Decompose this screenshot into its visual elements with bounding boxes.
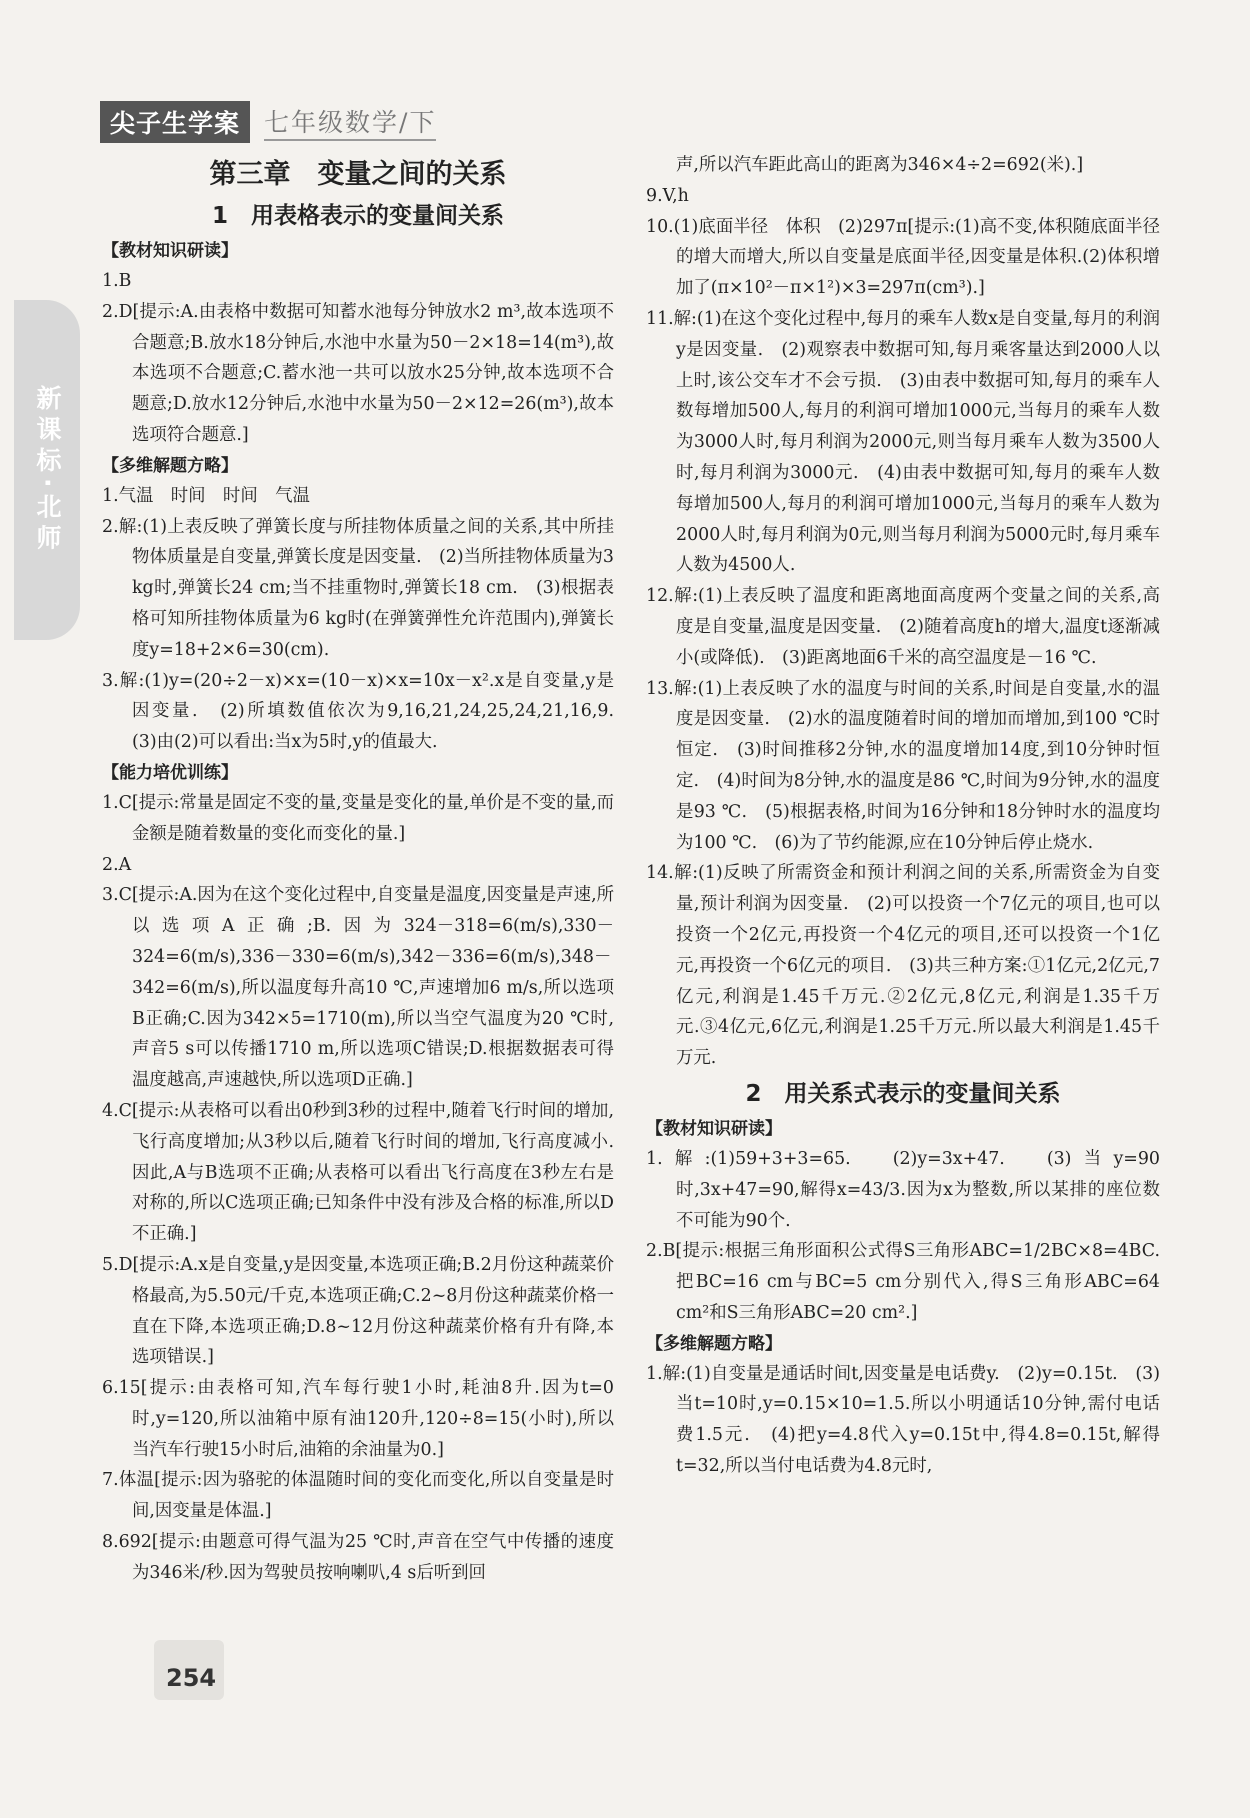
page-number: 254 <box>166 1664 217 1692</box>
answer-item: 13.解:(1)上表反映了水的温度与时间的关系,时间是自变量,水的温度是因变量. (2)水的温度随着时间的增加而增加,到100 ℃时恒定. (3)时间推移2分钟,水的温度增加14度,到10分钟时恒定. (4)时间为8分钟,水的温度是86 ℃,时间为9分钟,水的温度是93 ℃. (5)根据表格,时间为16分钟和18分钟时水的温度均为100 ℃. (6)为了节约能源,应在10分钟后停止烧水. <box>646 678 1160 853</box>
answer-item: 2.解:(1)上表反映了弹簧长度与所挂物体质量之间的关系,其中所挂物体质量是自变量,弹簧长度是因变量. (2)当所挂物体质量为3 kg时,弹簧长24 cm;当不挂重物时,弹簧长18 cm. (3)根据表格可知所挂物体质量为6 kg时(在弹簧弹性允许范围内),弹簧长度y=18+2×6=30(cm). <box>102 516 614 660</box>
answer-item: 8.692[提示:由题意可得气温为25 ℃时,声音在空气中传播的速度为346米/秒.因为驾驶员按响喇叭,4 s后听到回 <box>102 1532 614 1583</box>
answer-item: 12.解:(1)上表反映了温度和距离地面高度两个变量之间的关系,高度是自变量,温度是因变量. (2)随着高度h的增大,温度t逐渐减小(或降低). (3)距离地面6千米的高空温度是－16 ℃. <box>646 586 1160 668</box>
answer-item: 3.解:(1)y=(20÷2－x)×x=(10－x)×x=10x－x².x是自变量,y是因变量. (2)所填数值依次为9,16,21,24,25,24,21,16,9. (3)由(2)可以看出:当x为5时,y的值最大. <box>102 670 632 753</box>
section-heading: 【教材知识研读】 <box>646 1118 782 1139</box>
answer-item: 6.15[提示:由表格可知,汽车每行驶1小时,耗油8升.因为t=0时,y=120,所以油箱中原有油120升,120÷8=15(小时),所以当汽车行驶15小时后,油箱的余油量为0.] <box>102 1378 614 1460</box>
answer-item: 2.A <box>102 854 132 875</box>
section-heading: 【教材知识研读】 <box>102 241 238 261</box>
section-heading: 【多维解题方略】 <box>646 1333 782 1354</box>
answer-item: 4.C[提示:从表格可以看出0秒到3秒的过程中,随着飞行时间的增加,飞行高度增加;从3秒以后,随着飞行时间的增加,飞行高度减小.因此,A与B选项不正确;从表格可以看出飞行高度在3秒左右是对称的,所以C选项正确;已知条件中没有涉及合格的标准,所以D不正确.] <box>102 1100 614 1245</box>
side-tab-label: 新课标·北师 <box>33 384 62 556</box>
answer-item-continued: 声,所以汽车距此高山的距离为346×4÷2=692(米).] <box>676 155 1084 175</box>
answer-item: 1.气温 时间 时间 气温 <box>102 485 310 506</box>
answer-item: 11.解:(1)在这个变化过程中,每月的乘车人数x是自变量,每月的利润y是因变量. (2)观察表中数据可知,每月乘客量达到2000人以上时,该公交车才不会亏损. (3)由表中数据可知,每月的乘车人数每增加500人,每月的利润可增加1000元,当每月的乘车人数为3000人时,每月利润为2000元,则当每月乘车人数为3500人时,每月利润为3000元. (4)由表中数据可知,每月的乘车人数每增加500人,每月的利润可增加1000元,当每月的乘车人数为2000人时,每月利润为0元,则当每月利润为5000元时,每月乘车人数为4500人. <box>646 308 1160 576</box>
section-title: 1 用表格表示的变量间关系 <box>211 203 504 229</box>
answer-item: 5.D[提示:A.x是自变量,y是因变量,本选项正确;B.2月份这种蔬菜价格最高,为5.50元/千克,本选项正确;C.2~8月份这种蔬菜价格一直在下降,本选项正确;D.8~12月份这种蔬菜价格有升有降,本选项错误.] <box>102 1254 614 1368</box>
brand-logo: 尖子生学案 <box>100 101 250 143</box>
section-heading: 【多维解题方略】 <box>102 455 238 476</box>
answer-item: 1.解:(1)自变量是通话时间t,因变量是电话费y. (2)y=0.15t. (3)当t=10时,y=0.15×10=1.5.所以小明通话10分钟,需付电话费1.5元. (4)把y=4.8代入y=0.15t中,得4.8=0.15t,解得t=32,所以当付电话费为4.8元时, <box>646 1363 1160 1477</box>
book-subtitle: 七年级数学/下 <box>264 103 436 141</box>
left-column <box>102 150 632 1589</box>
section-heading: 【能力培优训练】 <box>102 762 238 783</box>
answer-item: 3.C[提示:A.因为在这个变化过程中,自变量是温度,因变量是声速,所以选项A正确;B.因为324－318=6(m/s),330－324=6(m/s),336－330=6(m/s),342－336=6(m/s),348－342=6(m/s),所以温度每升高10 ℃,声速增加6 m/s,所以选项B正确;C.因为342×5=1710(m),所以当空气温度为20 ℃时,声音5 s可以传播1710 m,所以选项C错误;D.根据数据表可得温度越高,声速越快,所以选项D正确.] <box>102 885 614 1091</box>
answer-item: 2.B[提示:根据三角形面积公式得S三角形ABC=1/2BC×8=4BC.把BC=16 cm与BC=5 cm分别代入,得S三角形ABC=64 cm²和S三角形ABC=20 cm².] <box>646 1241 1160 1323</box>
right-column <box>646 150 1160 1482</box>
answer-item: 14.解:(1)反映了所需资金和预计利润之间的关系,所需资金为自变量,预计利润为因变量. (2)可以投资一个7亿元的项目,也可以投资一个2亿元,再投资一个4亿元的项目,还可以投资一个1亿元,再投资一个6亿元的项目. (3)共三种方案:①1亿元,2亿元,7亿元,利润是1.45千万元.②2亿元,8亿元,利润是1.35千万元.③4亿元,6亿元,利润是1.25千万元.所以最大利润是1.45千万元. <box>646 863 1160 1069</box>
answer-item: 7.体温[提示:因为骆驼的体温随时间的变化而变化,所以自变量是时间,因变量是体温.] <box>102 1470 614 1522</box>
answer-item: 9.V,h <box>646 185 689 206</box>
chapter-title: 第三章 变量之间的关系 <box>209 159 507 190</box>
answer-item: 1.解:(1)59+3+3=65. (2)y=3x+47. (3)当y=90时,3x+47=90,解得x=43/3.因为x为整数,所以某排的座位数不可能为90个. <box>646 1148 1160 1231</box>
answer-item: 1.B <box>102 271 132 291</box>
book-header <box>100 102 436 142</box>
answer-item: 1.C[提示:常量是固定不变的量,变量是变化的量,单价是不变的量,而金额是随着数量的变化而变化的量.] <box>102 792 614 844</box>
answer-item: 10.(1)底面半径 体积 (2)297π[提示:(1)高不变,体积随底面半径的增大而增大,所以自变量是底面半径,因变量是体积.(2)体积增加了(π×10²－π×1²)×3=297π(cm³).] <box>646 216 1160 299</box>
side-tab <box>14 300 80 640</box>
section-title: 2 用关系式表示的变量间关系 <box>745 1080 1061 1107</box>
answer-item: 2.D[提示:A.由表格中数据可知蓄水池每分钟放水2 m³,故本选项不合题意;B.放水18分钟后,水池中水量为50－2×18=14(m³),故本选项不合题意;C.蓄水池一共可以放水25分钟,故本选项不合题意;D.放水12分钟后,水池中水量为50－2×12=26(m³),故本选项符合题意.] <box>102 301 614 445</box>
